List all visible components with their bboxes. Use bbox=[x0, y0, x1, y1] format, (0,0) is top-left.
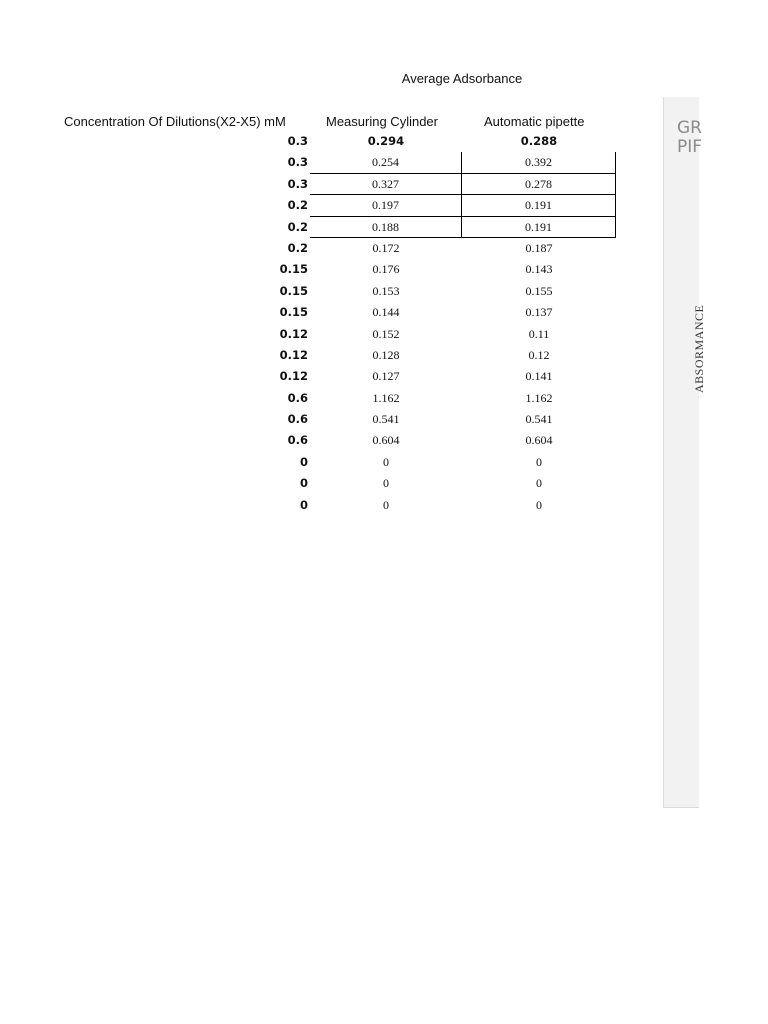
measuring-cylinder-cell: 0.604 bbox=[372, 433, 400, 448]
table-row bbox=[0, 452, 640, 473]
measuring-cylinder-cell: 0.294 bbox=[367, 134, 405, 148]
table-row bbox=[0, 409, 640, 430]
measuring-cylinder-cell: 0 bbox=[383, 454, 389, 469]
table-row bbox=[0, 473, 640, 494]
measuring-cylinder-cell: 0.144 bbox=[372, 305, 400, 320]
data-table bbox=[0, 131, 640, 516]
table-row bbox=[0, 281, 640, 302]
concentration-cell: 0.12 bbox=[279, 347, 308, 362]
measuring-cylinder-cell: 0 bbox=[383, 476, 389, 491]
header-concentration: Concentration Of Dilutions(X2-X5) mM bbox=[64, 114, 286, 129]
table-row bbox=[0, 152, 640, 173]
table-row bbox=[0, 238, 640, 259]
automatic-pipette-cell: 0.191 bbox=[462, 195, 616, 216]
automatic-pipette-cell: 0 bbox=[536, 454, 542, 469]
table-row bbox=[0, 131, 640, 152]
table-row bbox=[0, 388, 640, 409]
measuring-cylinder-cell: 0.541 bbox=[372, 412, 400, 427]
measuring-cylinder-cell: 0.254 bbox=[310, 152, 462, 173]
chart-panel bbox=[663, 97, 706, 808]
automatic-pipette-cell: 0.155 bbox=[525, 283, 553, 298]
concentration-cell: 0.12 bbox=[279, 326, 308, 341]
automatic-pipette-cell: 0.392 bbox=[462, 152, 616, 173]
measuring-cylinder-cell: 0.172 bbox=[372, 240, 400, 255]
table-row bbox=[0, 366, 640, 387]
measuring-cylinder-cell: 0.153 bbox=[372, 283, 400, 298]
concentration-cell: 0.15 bbox=[279, 283, 308, 298]
concentration-cell: 0.15 bbox=[279, 262, 308, 277]
automatic-pipette-cell: 0.137 bbox=[525, 305, 553, 320]
table-row bbox=[0, 174, 640, 195]
automatic-pipette-cell: 0.278 bbox=[462, 174, 616, 195]
concentration-cell: 0.6 bbox=[287, 412, 308, 427]
automatic-pipette-cell: 0.191 bbox=[462, 217, 616, 238]
automatic-pipette-cell: 0 bbox=[536, 476, 542, 491]
measuring-cylinder-cell: 0.127 bbox=[372, 369, 400, 384]
automatic-pipette-cell: 1.162 bbox=[525, 390, 553, 405]
measuring-cylinder-cell: 0.197 bbox=[310, 195, 462, 216]
table-row bbox=[0, 495, 640, 516]
table-row bbox=[0, 345, 640, 366]
concentration-cell: 0 bbox=[299, 454, 308, 469]
automatic-pipette-cell: 0.12 bbox=[528, 347, 550, 362]
header-measuring-cylinder: Measuring Cylinder bbox=[326, 114, 438, 129]
measuring-cylinder-cell: 0.152 bbox=[372, 326, 400, 341]
automatic-pipette-cell: 0.143 bbox=[525, 262, 553, 277]
measuring-cylinder-cell: 0.327 bbox=[310, 174, 462, 195]
concentration-cell: 0.15 bbox=[279, 305, 308, 320]
automatic-pipette-cell: 0.11 bbox=[528, 326, 550, 341]
automatic-pipette-cell: 0.288 bbox=[520, 134, 558, 148]
header-automatic-pipette: Automatic pipette bbox=[484, 114, 585, 129]
automatic-pipette-cell: 0 bbox=[536, 497, 542, 512]
concentration-cell: 0.6 bbox=[287, 433, 308, 448]
concentration-cell: 0.2 bbox=[287, 240, 308, 255]
measuring-cylinder-cell: 0.176 bbox=[372, 262, 400, 277]
automatic-pipette-cell: 0.187 bbox=[525, 240, 553, 255]
table-row bbox=[0, 195, 640, 216]
concentration-cell: 0.2 bbox=[287, 219, 308, 234]
concentration-cell: 0.6 bbox=[287, 390, 308, 405]
concentration-cell: 0.2 bbox=[287, 198, 308, 213]
table-row bbox=[0, 302, 640, 323]
automatic-pipette-cell: 0.604 bbox=[525, 433, 553, 448]
concentration-cell: 0 bbox=[299, 497, 308, 512]
measuring-cylinder-cell: 0.128 bbox=[372, 347, 400, 362]
table-row bbox=[0, 259, 640, 280]
table-row bbox=[0, 217, 640, 238]
automatic-pipette-cell: 0.541 bbox=[525, 412, 553, 427]
concentration-cell: 0.3 bbox=[287, 134, 308, 148]
concentration-cell: 0.3 bbox=[287, 176, 308, 191]
measuring-cylinder-cell: 0.188 bbox=[310, 217, 462, 238]
measuring-cylinder-cell: 0 bbox=[383, 497, 389, 512]
table-row bbox=[0, 430, 640, 451]
chart-title bbox=[677, 119, 702, 157]
automatic-pipette-cell: 0.141 bbox=[525, 369, 553, 384]
page-title: Average Adsorbance bbox=[401, 71, 523, 86]
table-row bbox=[0, 324, 640, 345]
chart-title-line-2: PIF bbox=[677, 137, 703, 157]
y-axis-label: ABSORMANCE bbox=[692, 304, 706, 393]
concentration-cell: 0.3 bbox=[287, 155, 308, 170]
concentration-cell: 0 bbox=[299, 476, 308, 491]
measuring-cylinder-cell: 1.162 bbox=[372, 390, 400, 405]
chart-title-line-1: GR bbox=[677, 118, 702, 138]
concentration-cell: 0.12 bbox=[279, 369, 308, 384]
